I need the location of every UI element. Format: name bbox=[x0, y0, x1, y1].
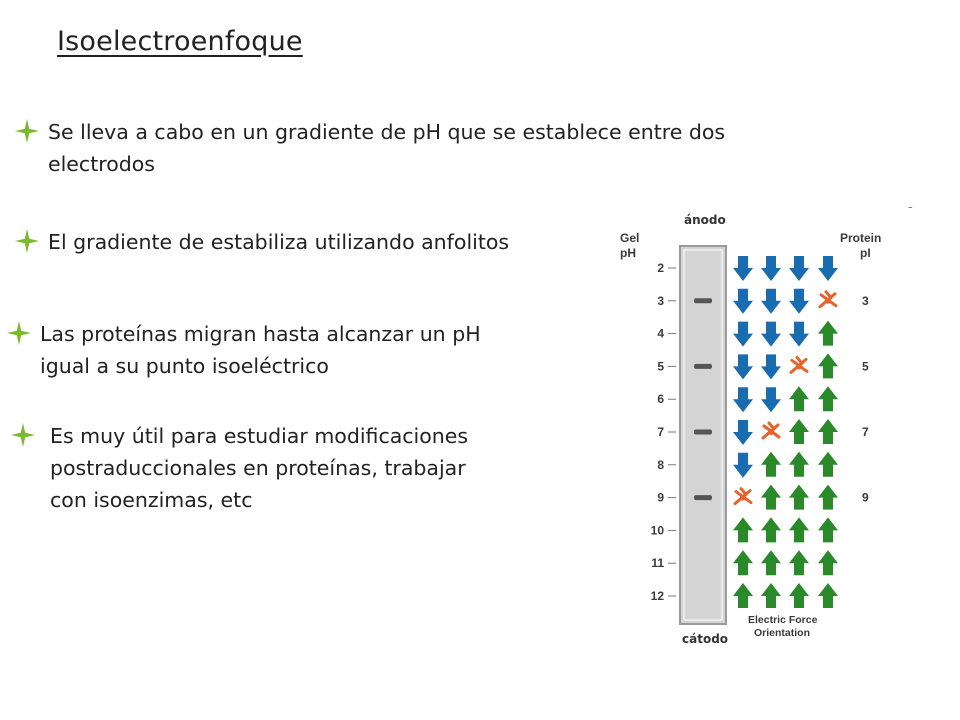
equilibrium-marker bbox=[820, 292, 836, 307]
up-arrow bbox=[818, 419, 838, 444]
gel-ph-tick-label: 2 bbox=[657, 261, 664, 275]
protein-pi-label: 7 bbox=[862, 425, 869, 439]
gel-ph-tick-label: 4 bbox=[657, 326, 664, 341]
up-arrow bbox=[733, 517, 753, 542]
protein-pi-label: 9 bbox=[862, 490, 869, 505]
force-caption-1: Electric Force bbox=[748, 614, 818, 626]
bullet-2-line-1: El gradiente de estabiliza utilizando anfolitos bbox=[48, 230, 510, 254]
up-arrow bbox=[761, 550, 781, 575]
down-arrow bbox=[789, 289, 809, 314]
cathode-label: cátodo bbox=[682, 632, 729, 646]
down-arrow bbox=[761, 322, 781, 347]
up-arrow bbox=[818, 353, 838, 378]
down-arrow bbox=[733, 289, 753, 314]
equilibrium-dot bbox=[825, 298, 831, 304]
protein-pi-label: 5 bbox=[862, 359, 869, 374]
gel-ph-header-1: Gel bbox=[620, 231, 640, 245]
down-arrow bbox=[789, 322, 809, 347]
protein-pi-axis bbox=[862, 294, 869, 505]
force-arrows bbox=[733, 256, 838, 608]
gel-ph-tick-label: 11 bbox=[651, 556, 664, 571]
bullet-1 bbox=[14, 116, 725, 180]
sparkle-bullet-icon bbox=[14, 118, 40, 144]
down-arrow bbox=[789, 256, 809, 281]
gel-ph-tick-label: 6 bbox=[657, 392, 664, 407]
up-arrow bbox=[761, 485, 781, 510]
sparkle-bullet-icon bbox=[14, 228, 40, 254]
down-arrow bbox=[761, 354, 781, 379]
up-arrow bbox=[789, 386, 809, 411]
equilibrium-marker bbox=[735, 489, 751, 504]
equilibrium-marker bbox=[763, 423, 779, 438]
slide-title: Isoelectroenfoque bbox=[57, 26, 303, 57]
up-arrow bbox=[789, 550, 809, 575]
gel-ph-tick-label: 9 bbox=[657, 490, 664, 505]
down-arrow bbox=[761, 387, 781, 412]
protein-pi-header-2: pI bbox=[860, 246, 871, 260]
down-arrow bbox=[733, 387, 753, 412]
up-arrow bbox=[789, 419, 809, 444]
up-arrow bbox=[733, 550, 753, 575]
minus-sign: - bbox=[908, 200, 913, 215]
down-arrow bbox=[818, 256, 838, 281]
protein-pi-header-1: Protein bbox=[840, 231, 882, 245]
gel-ph-tick-label: 10 bbox=[650, 523, 664, 538]
isoelectric-focusing-figure bbox=[612, 228, 882, 648]
up-arrow bbox=[818, 583, 838, 608]
up-arrow bbox=[818, 452, 838, 477]
up-arrow bbox=[761, 583, 781, 608]
sparkle-bullet-icon bbox=[6, 320, 32, 346]
bullet-1-line-1: Se lleva a cabo en un gradiente de pH que se establece entre dos bbox=[48, 120, 726, 144]
up-arrow bbox=[789, 485, 809, 510]
equilibrium-dot bbox=[740, 495, 746, 501]
bullet-4-line-2: postraduccionales en proteínas, trabajar bbox=[50, 456, 466, 480]
bullet-2 bbox=[14, 226, 509, 258]
gel-ph-header-2: pH bbox=[620, 246, 636, 260]
protein-pi-label: 3 bbox=[862, 293, 869, 308]
equilibrium-dot bbox=[768, 429, 774, 435]
down-arrow bbox=[733, 453, 753, 478]
sparkle-bullet-icon bbox=[10, 422, 36, 448]
anode-label: ánodo bbox=[684, 213, 726, 227]
up-arrow bbox=[818, 321, 838, 346]
bullet-4-line-3: con isoenzimas, etc bbox=[50, 488, 253, 512]
down-arrow bbox=[761, 289, 781, 314]
protein-band bbox=[694, 364, 712, 369]
down-arrow bbox=[733, 354, 753, 379]
equilibrium-dot bbox=[796, 363, 802, 369]
bullet-4 bbox=[10, 420, 468, 516]
gel-ph-tick-label: 3 bbox=[657, 293, 664, 308]
protein-band bbox=[694, 430, 712, 435]
force-caption-2: Orientation bbox=[754, 627, 811, 639]
gel-ph-tick-label: 7 bbox=[657, 425, 664, 439]
down-arrow bbox=[733, 256, 753, 281]
up-arrow bbox=[761, 452, 781, 477]
equilibrium-marker bbox=[791, 357, 807, 372]
up-arrow bbox=[789, 517, 809, 542]
bullet-4-line-1: Es muy útil para estudiar modificaciones bbox=[50, 424, 469, 448]
gel-ph-tick-label: 8 bbox=[657, 457, 664, 472]
up-arrow bbox=[818, 550, 838, 575]
bullet-3 bbox=[6, 318, 481, 382]
up-arrow bbox=[818, 517, 838, 542]
gel-ph-tick-label: 12 bbox=[650, 589, 664, 603]
up-arrow bbox=[761, 517, 781, 542]
gel-ph-tick-label: 5 bbox=[657, 359, 664, 374]
gel-ph-axis bbox=[651, 261, 676, 603]
down-arrow bbox=[761, 256, 781, 281]
up-arrow bbox=[818, 386, 838, 411]
up-arrow bbox=[733, 583, 753, 608]
down-arrow bbox=[733, 322, 753, 347]
bullet-3-line-2: igual a su punto isoeléctrico bbox=[40, 354, 329, 378]
protein-band bbox=[694, 495, 712, 500]
down-arrow bbox=[733, 420, 753, 445]
up-arrow bbox=[789, 452, 809, 477]
bullet-3-line-1: Las proteínas migran hasta alcanzar un pH bbox=[40, 322, 481, 346]
up-arrow bbox=[818, 485, 838, 510]
up-arrow bbox=[789, 583, 809, 608]
protein-band bbox=[694, 298, 712, 303]
bullet-1-line-2: electrodos bbox=[48, 152, 155, 176]
